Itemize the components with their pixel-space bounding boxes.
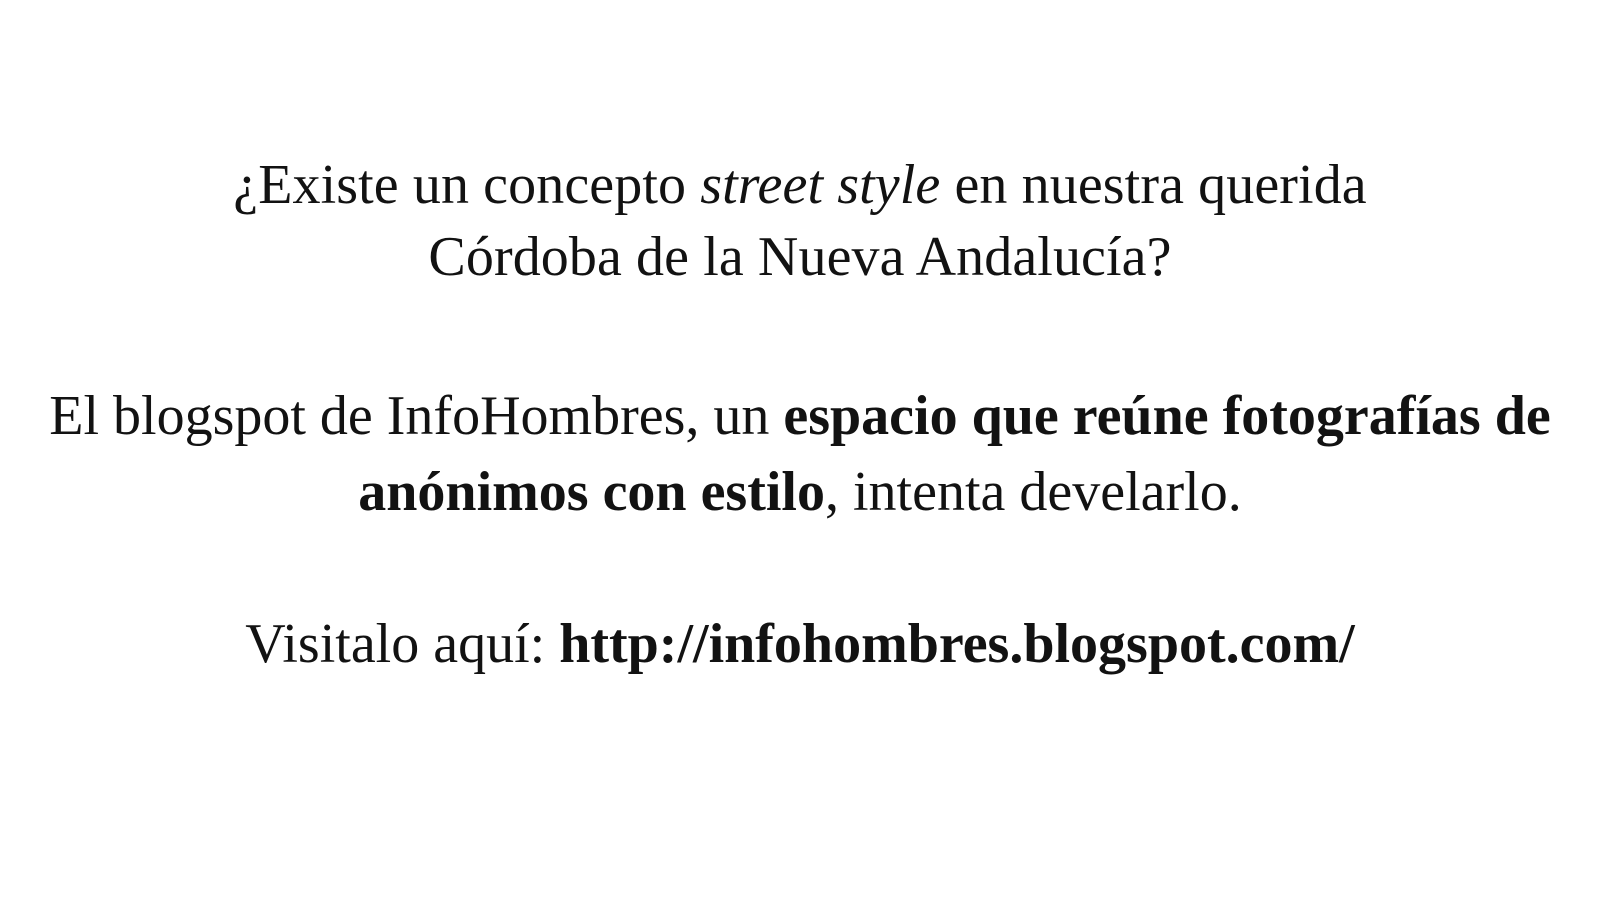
question-emphasis-street-style: street style: [700, 154, 941, 216]
visit-line: [60, 608, 1540, 681]
question-text-part1: ¿Existe un concepto: [233, 154, 701, 216]
paragraph-text-part2: , intenta develarlo.: [824, 461, 1242, 524]
paragraph-bold-phrase: espacio que reúne fotografías de anónimos con estilo: [358, 385, 1551, 524]
headline-question: [60, 150, 1540, 293]
question-text-line2: Córdoba de la Nueva Andalucía?: [428, 225, 1172, 288]
paragraph-text-part1: El blogspot de InfoHombres, un: [49, 385, 784, 447]
visit-label: Visitalo aquí:: [245, 613, 560, 675]
question-text-part2: en nuestra querida: [940, 154, 1367, 216]
body-paragraph: [40, 378, 1560, 530]
blog-url-link[interactable]: http://infohombres.blogspot.com/: [559, 613, 1355, 675]
